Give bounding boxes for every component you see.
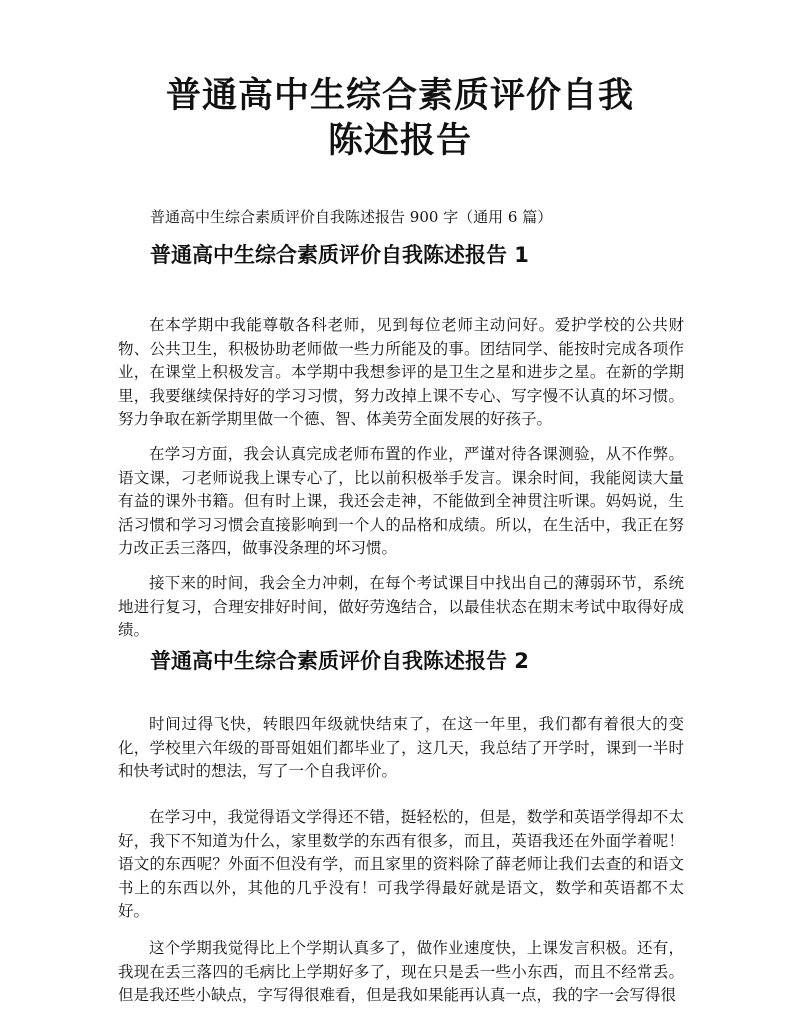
document-subtitle: 普通高中生综合素质评价自我陈述报告 900 字（通用 6 篇）: [150, 208, 553, 226]
section-heading-2: 普通高中生综合素质评价自我陈述报告 2: [150, 649, 529, 673]
paragraph: 在学习方面，我会认真完成老师布置的作业，严谨对待各课测验，从不作弊。语文课，刁老师说我上课专心了，比以前积极举手发言。课余时间，我能阅读大量有益的课外书籍。但有时上课，我还会走神，不能做到全神贯注听课。妈妈说，生活习惯和学习习惯会直接影响到一个人的品格和成绩。所以，在生活中，我正在努力改正丢三落四，做事没条理的坏习惯。: [118, 445, 684, 557]
paragraph: 时间过得飞快，转眼四年级就快结束了，在这一年里，我们都有着很大的变化，学校里六年级的哥哥姐姐们都毕业了，这几天，我总结了开学时，课到一半时和快考试时的想法，写了一个自我评价。: [118, 715, 684, 780]
section-heading-1: 普通高中生综合素质评价自我陈述报告 1: [150, 243, 529, 267]
paragraph: 接下来的时间，我会全力冲刺，在每个考试课目中找出自己的薄弱环节，系统地进行复习，合理安排好时间，做好劳逸结合，以最佳状态在期末考试中取得好成绩。: [118, 574, 684, 639]
document-title: 普通高中生综合素质评价自我陈述报告: [165, 76, 634, 161]
paragraph: 在本学期中我能尊敬各科老师，见到每位老师主动问好。爱护学校的公共财物、公共卫生，积极协助老师做一些力所能及的事。团结同学、能按时完成各项作业，在课堂上积极发言。本学期中我想参评的是卫生之星和进步之星。在新的学期里，我要继续保持好的学习习惯，努力改掉上课不专心、写字慢不认真的坏习惯。努力争取在新学期里做一个德、智、体美劳全面发展的好孩子。: [118, 316, 684, 428]
paragraph: 在学习中，我觉得语文学得还不错，挺轻松的，但是，数学和英语学得却不太好，我下不知道为什么，家里数学的东西有很多，而且，英语我还在外面学着呢！语文的东西呢？外面不但没有学，而且家里的资料除了薛老师让我们去查的和语文书上的东西以外，其他的几乎没有！可我学得最好就是语文，数学和英语都不太好。: [118, 808, 684, 920]
paragraph: 这个学期我觉得比上个学期认真多了，做作业速度快，上课发言积极。还有，我现在丢三落四的毛病比上学期好多了，现在只是丢一些小东西，而且不经常丢。但是我还些小缺点，字写得很难看，但是我如果能再认真一点，我的字一会写得很: [118, 939, 684, 1004]
